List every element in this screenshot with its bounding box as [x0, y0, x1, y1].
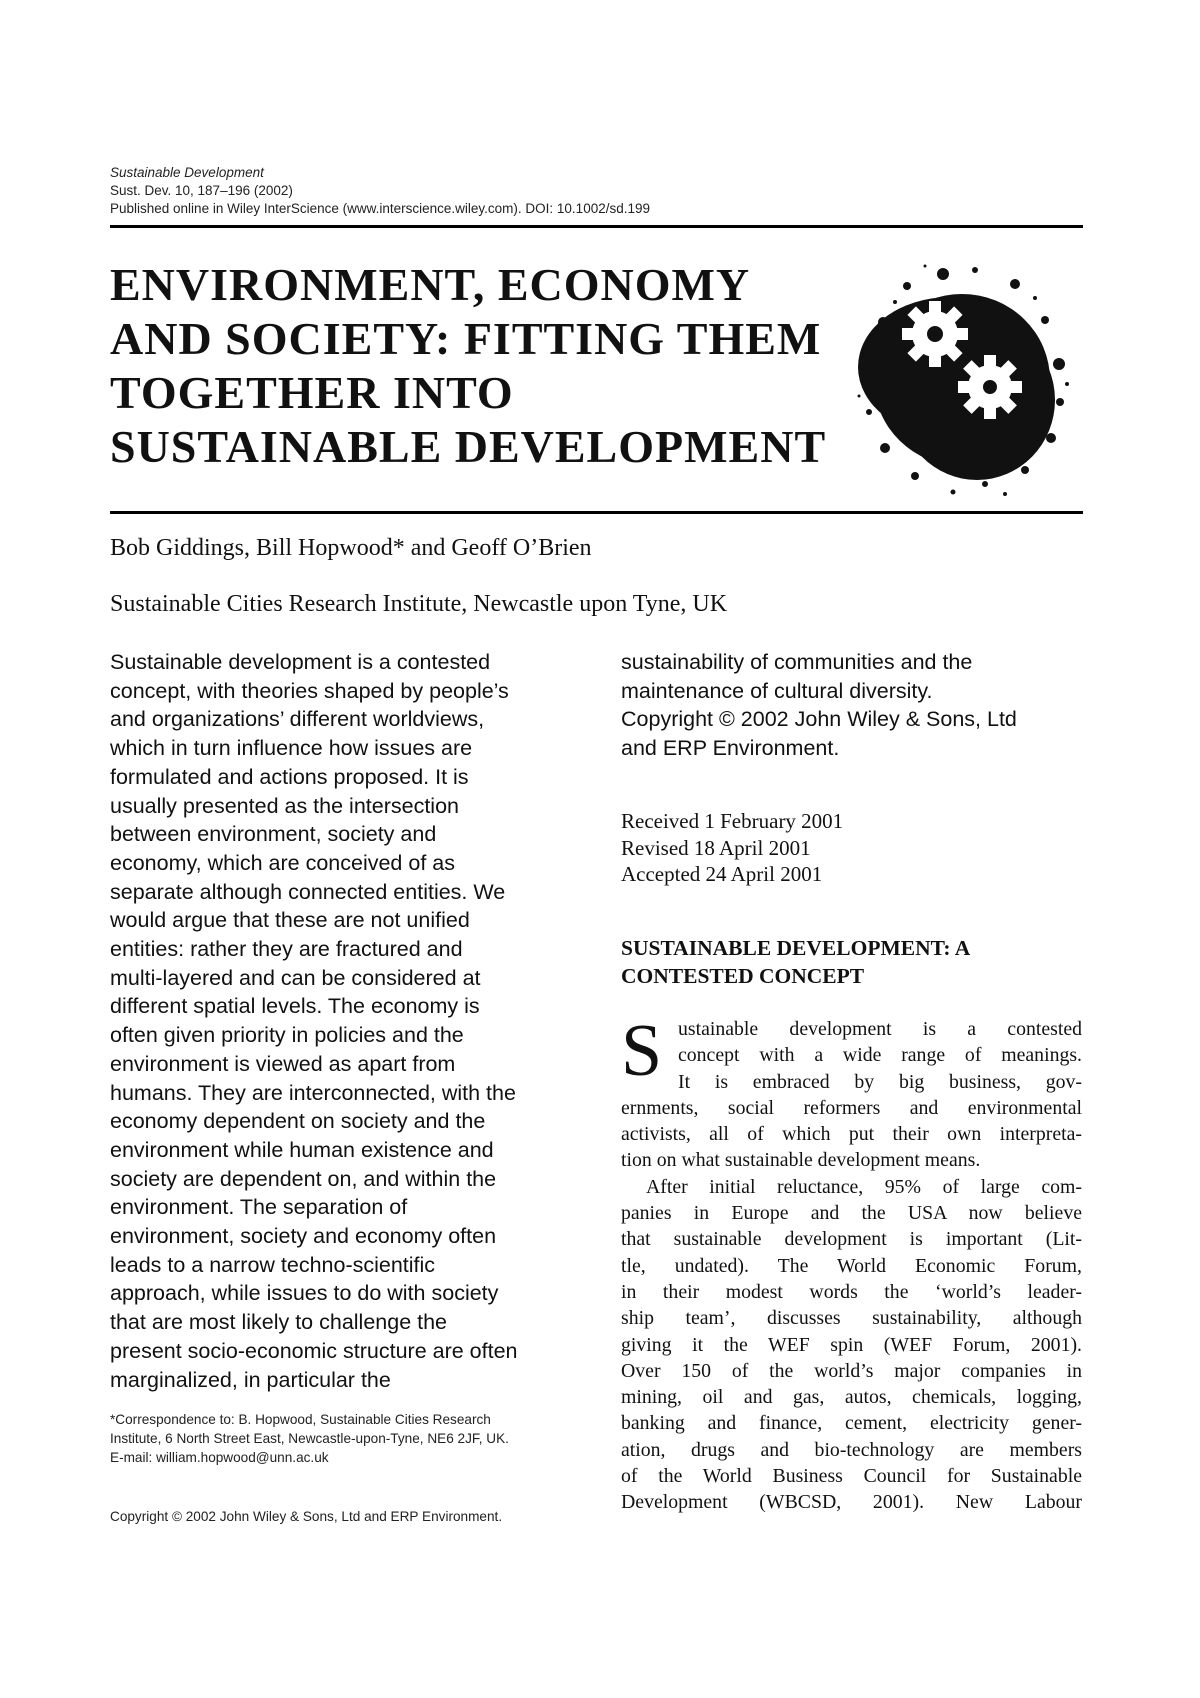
abstract-line: formulated and actions proposed. It is — [110, 764, 469, 789]
abstract-line: economy dependent on society and the — [110, 1109, 486, 1134]
body-line: Development (WBCSD, 2001). New Labour — [621, 1491, 1082, 1514]
abstract-line: humans. They are interconnected, with the — [110, 1080, 516, 1105]
body-line: It is embraced by big business, gov- — [678, 1070, 1082, 1093]
footnote-line: Institute, 6 North Street East, Newcastle-upon-Tyne, NE6 2JF, UK. — [110, 1431, 509, 1446]
abstract-line: present socio-economic structure are often — [110, 1338, 518, 1363]
body-line: ustainable development is a contested — [678, 1018, 1082, 1040]
heading-line: SUSTAINABLE DEVELOPMENT: A — [621, 936, 971, 960]
abstract-line: society are dependent on, and within the — [110, 1166, 497, 1191]
title-line: AND SOCIETY: FITTING THEM — [110, 313, 822, 364]
abstract-line: leads to a narrow techno-scientific — [110, 1252, 436, 1277]
abstract-line: and organizations’ different worldviews, — [110, 707, 485, 732]
body-line: concept with a wide range of meanings. — [678, 1044, 1082, 1067]
title-line: ENVIRONMENT, ECONOMY — [110, 259, 751, 310]
gear-icon — [902, 301, 968, 367]
abstract-line: environment. The separation of — [110, 1195, 408, 1220]
author-affiliation: Sustainable Cities Research Institute, Newcastle upon Tyne, UK — [110, 591, 728, 617]
body-line: ship team’, discusses sustainability, although — [621, 1307, 1082, 1330]
title-rule — [110, 511, 1083, 514]
body-line: activists, all of which put their own interpreta- — [621, 1123, 1082, 1146]
abstract-line: which in turn influence how issues are — [110, 736, 473, 761]
body-line: mining, oil and gas, autos, chemicals, logging, — [621, 1386, 1082, 1409]
gears-illustration — [855, 262, 1070, 500]
abstract-line: that are most likely to challenge the — [110, 1310, 448, 1335]
body-line: of the World Business Council for Sustainable — [621, 1465, 1082, 1488]
abstract-line: approach, while issues to do with society — [110, 1281, 499, 1306]
citation-line: Sust. Dev. 10, 187–196 (2002) — [110, 183, 293, 198]
copyright-footer: Copyright © 2002 John Wiley & Sons, Ltd and ERP Environment. — [110, 1509, 503, 1524]
abstract-line: entities: rather they are fractured and — [110, 937, 463, 962]
publication-info-line: Published online in Wiley InterScience (www.interscience.wiley.com). DOI: 10.1002/sd.199 — [110, 201, 650, 216]
heading-line: CONTESTED CONCEPT — [621, 964, 865, 988]
abstract-line: between environment, society and — [110, 822, 437, 847]
abstract-line: environment is viewed as apart from — [110, 1051, 456, 1076]
received-date: Received 1 February 2001 — [621, 809, 844, 833]
abstract-line: and ERP Environment. — [621, 736, 840, 761]
abstract-line: would argue that these are not unified — [110, 908, 470, 933]
abstract-line: environment while human existence and — [110, 1137, 494, 1162]
body-line: After initial reluctance, 95% of large com- — [646, 1175, 1082, 1198]
abstract-line: economy, which are conceived of as — [110, 850, 455, 875]
header-rule — [110, 225, 1083, 228]
correspondence-footnote — [110, 1410, 580, 1467]
body-line: Over 150 of the world’s major companies in — [621, 1359, 1082, 1382]
abstract-line: multi-layered and can be considered at — [110, 965, 481, 990]
abstract-line: often given priority in policies and the — [110, 1023, 464, 1048]
abstract-line: usually presented as the intersection — [110, 793, 459, 818]
body-line: banking and finance, cement, electricity gener- — [621, 1412, 1082, 1435]
abstract-line: maintenance of cultural diversity. — [621, 678, 933, 703]
abstract-line: concept, with theories shaped by people’s — [110, 678, 509, 703]
abstract — [110, 648, 580, 1394]
accepted-date: Accepted 24 April 2001 — [621, 862, 823, 886]
body-line: ernments, social reformers and environmental — [621, 1096, 1082, 1119]
footnote-email[interactable]: E-mail: william.hopwood@unn.ac.uk — [110, 1450, 329, 1465]
article-title — [110, 258, 850, 474]
body-line: that sustainable development is important (Lit- — [621, 1228, 1082, 1251]
body-line: tion on what sustainable development means. — [621, 1149, 981, 1172]
body-line: in their modest words the ‘world’s leader- — [621, 1280, 1082, 1303]
abstract-line: marginalized, in particular the — [110, 1367, 391, 1392]
body-text — [621, 1010, 1082, 1516]
body-line: ation, drugs and bio-technology are members — [621, 1438, 1082, 1461]
abstract-line: separate although connected entities. We — [110, 879, 506, 904]
abstract-line: Sustainable development is a contested — [110, 650, 491, 674]
author-list: Bob Giddings, Bill Hopwood* and Geoff O’Brien — [110, 535, 592, 561]
submission-dates — [621, 808, 843, 888]
abstract-line: environment, society and economy often — [110, 1224, 497, 1249]
title-line: TOGETHER INTO — [110, 367, 514, 418]
body-line: panies in Europe and the USA now believe — [621, 1202, 1082, 1225]
title-line: SUSTAINABLE DEVELOPMENT — [110, 421, 827, 472]
abstract-line: different spatial levels. The economy is — [110, 994, 480, 1019]
footnote-line: *Correspondence to: B. Hopwood, Sustainable Cities Research — [110, 1412, 491, 1427]
running-header — [110, 164, 1090, 218]
journal-name: Sustainable Development — [110, 165, 264, 180]
section-heading — [621, 934, 970, 990]
ink-splash — [858, 265, 1070, 497]
abstract-line: sustainability of communities and the — [621, 650, 973, 674]
revised-date: Revised 18 April 2001 — [621, 835, 811, 860]
gear-icon — [958, 355, 1022, 419]
drop-cap: S — [621, 1010, 663, 1092]
body-line: tle, undated). The World Economic Forum, — [621, 1254, 1082, 1277]
abstract-line: Copyright © 2002 John Wiley & Sons, Ltd — [621, 707, 1017, 732]
body-line: giving it the WEF spin (WEF Forum, 2001). — [621, 1333, 1082, 1356]
abstract-continuation — [621, 648, 1081, 763]
